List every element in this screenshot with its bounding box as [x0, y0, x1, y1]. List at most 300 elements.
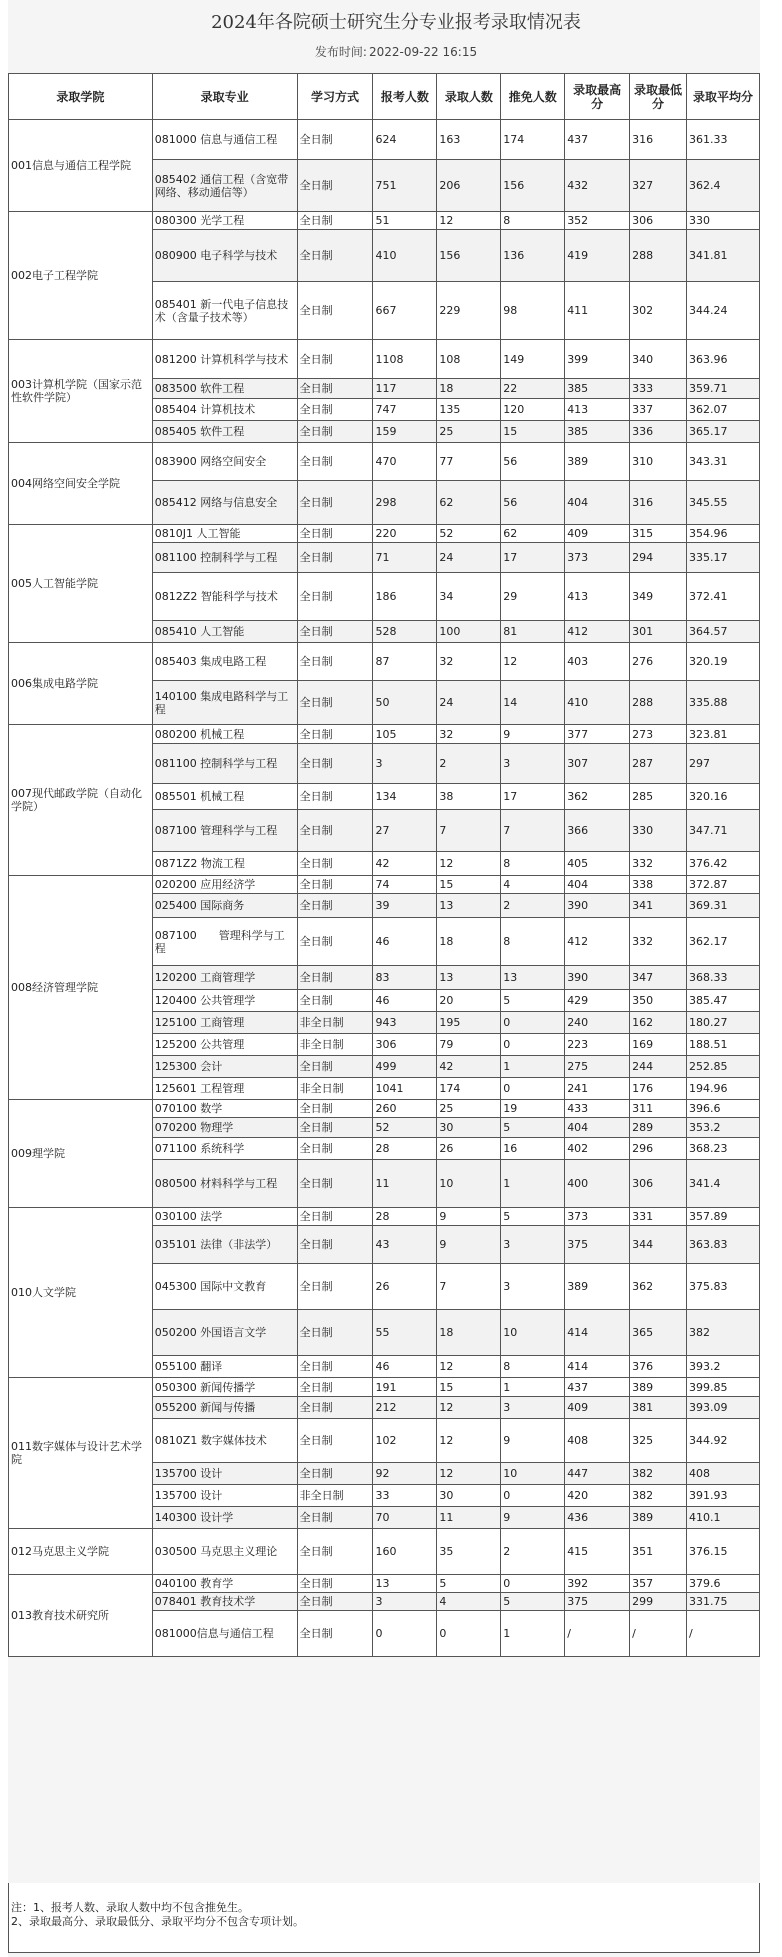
exempted-cell: 22	[501, 379, 565, 399]
avg-score-cell: 345.55	[687, 481, 760, 525]
exempted-cell: 1	[501, 1611, 565, 1657]
admitted-cell: 13	[437, 966, 501, 990]
max-score-cell: 402	[565, 1138, 630, 1160]
college-cell: 005人工智能学院	[9, 525, 153, 643]
major-cell: 135700 设计	[152, 1463, 297, 1485]
avg-score-cell: 252.85	[687, 1056, 760, 1078]
study-mode-cell: 全日制	[297, 1118, 373, 1138]
applicants-cell: 191	[373, 1378, 437, 1397]
max-score-cell: 412	[565, 621, 630, 643]
table-row	[9, 212, 760, 230]
min-score-cell: 327	[630, 160, 687, 212]
study-mode-cell: 全日制	[297, 1356, 373, 1378]
avg-score-cell: 399.85	[687, 1378, 760, 1397]
applicants-cell: 51	[373, 212, 437, 230]
study-mode-cell: 非全日制	[297, 1078, 373, 1100]
header-max-score: 录取最高分	[565, 74, 630, 120]
table-row	[9, 1378, 760, 1397]
study-mode-cell: 全日制	[297, 399, 373, 421]
admitted-cell: 42	[437, 1056, 501, 1078]
exempted-cell: 9	[501, 1419, 565, 1463]
major-cell: 087100 管理科学与工程	[152, 810, 297, 852]
major-cell: 080300 光学工程	[152, 212, 297, 230]
min-score-cell: 244	[630, 1056, 687, 1078]
study-mode-cell: 全日制	[297, 1264, 373, 1310]
exempted-cell: 0	[501, 1078, 565, 1100]
avg-score-cell: 320.16	[687, 784, 760, 810]
exempted-cell: 9	[501, 1507, 565, 1529]
min-score-cell: 162	[630, 1012, 687, 1034]
exempted-cell: 19	[501, 1100, 565, 1118]
study-mode-cell: 全日制	[297, 744, 373, 784]
exempted-cell: 0	[501, 1034, 565, 1056]
footnotes	[8, 1883, 760, 1953]
study-mode-cell: 全日制	[297, 1529, 373, 1575]
avg-score-cell: 331.75	[687, 1593, 760, 1611]
avg-score-cell: 393.2	[687, 1356, 760, 1378]
header-exempted: 推免人数	[501, 74, 565, 120]
study-mode-cell: 全日制	[297, 1611, 373, 1657]
admitted-cell: 13	[437, 894, 501, 918]
major-cell: 083900 网络空间安全	[152, 443, 297, 481]
admitted-cell: 100	[437, 621, 501, 643]
major-cell: 020200 应用经济学	[152, 876, 297, 894]
applicants-cell: 298	[373, 481, 437, 525]
admitted-cell: 25	[437, 421, 501, 443]
applicants-cell: 1108	[373, 340, 437, 379]
major-cell: 140100 集成电路科学与工程	[152, 681, 297, 725]
max-score-cell: 390	[565, 966, 630, 990]
study-mode-cell: 全日制	[297, 1378, 373, 1397]
study-mode-cell: 全日制	[297, 230, 373, 282]
applicants-cell: 410	[373, 230, 437, 282]
major-cell: 080200 机械工程	[152, 725, 297, 744]
min-score-cell: 325	[630, 1419, 687, 1463]
study-mode-cell: 全日制	[297, 1593, 373, 1611]
applicants-cell: 74	[373, 876, 437, 894]
exempted-cell: 5	[501, 990, 565, 1012]
study-mode-cell: 全日制	[297, 1226, 373, 1264]
admitted-cell: 135	[437, 399, 501, 421]
avg-score-cell: 361.33	[687, 120, 760, 160]
avg-score-cell: 354.96	[687, 525, 760, 543]
min-score-cell: 344	[630, 1226, 687, 1264]
avg-score-cell: 391.93	[687, 1485, 760, 1507]
admitted-cell: 10	[437, 1160, 501, 1208]
avg-score-cell: 330	[687, 212, 760, 230]
avg-score-cell: 364.57	[687, 621, 760, 643]
avg-score-cell: 363.96	[687, 340, 760, 379]
study-mode-cell: 全日制	[297, 1208, 373, 1226]
admitted-cell: 0	[437, 1611, 501, 1657]
exempted-cell: 8	[501, 212, 565, 230]
exempted-cell: 62	[501, 525, 565, 543]
exempted-cell: 120	[501, 399, 565, 421]
major-cell: 140300 设计学	[152, 1507, 297, 1529]
exempted-cell: 12	[501, 643, 565, 681]
study-mode-cell: 全日制	[297, 1419, 373, 1463]
min-score-cell: 340	[630, 340, 687, 379]
admitted-cell: 9	[437, 1226, 501, 1264]
applicants-cell: 117	[373, 379, 437, 399]
avg-score-cell: 365.17	[687, 421, 760, 443]
avg-score-cell: 362.4	[687, 160, 760, 212]
major-cell: 085412 网络与信息安全	[152, 481, 297, 525]
max-score-cell: 409	[565, 1397, 630, 1419]
major-cell: 087100 管理科学与工程	[152, 918, 297, 966]
max-score-cell: 413	[565, 399, 630, 421]
major-cell: 125601 工程管理	[152, 1078, 297, 1100]
college-cell: 001信息与通信工程学院	[9, 120, 153, 212]
exempted-cell: 10	[501, 1463, 565, 1485]
max-score-cell: 419	[565, 230, 630, 282]
min-score-cell: 306	[630, 1160, 687, 1208]
table-header-row	[9, 74, 760, 120]
applicants-cell: 83	[373, 966, 437, 990]
header-min-score: 录取最低分	[630, 74, 687, 120]
min-score-cell: 299	[630, 1593, 687, 1611]
min-score-cell: 302	[630, 282, 687, 340]
exempted-cell: 5	[501, 1208, 565, 1226]
admitted-cell: 77	[437, 443, 501, 481]
admitted-cell: 35	[437, 1529, 501, 1575]
admitted-cell: 15	[437, 876, 501, 894]
study-mode-cell: 全日制	[297, 918, 373, 966]
admitted-cell: 12	[437, 1463, 501, 1485]
major-cell: 083500 软件工程	[152, 379, 297, 399]
min-score-cell: 338	[630, 876, 687, 894]
min-score-cell: 362	[630, 1264, 687, 1310]
table-row	[9, 725, 760, 744]
exempted-cell: 8	[501, 1356, 565, 1378]
min-score-cell: 332	[630, 918, 687, 966]
avg-score-cell: 362.17	[687, 918, 760, 966]
min-score-cell: 301	[630, 621, 687, 643]
table-row	[9, 876, 760, 894]
max-score-cell: 352	[565, 212, 630, 230]
study-mode-cell: 非全日制	[297, 1012, 373, 1034]
exempted-cell: 15	[501, 421, 565, 443]
applicants-cell: 52	[373, 1118, 437, 1138]
max-score-cell: 223	[565, 1034, 630, 1056]
avg-score-cell: 368.33	[687, 966, 760, 990]
exempted-cell: 10	[501, 1310, 565, 1356]
min-score-cell: 311	[630, 1100, 687, 1118]
applicants-cell: 105	[373, 725, 437, 744]
admitted-cell: 62	[437, 481, 501, 525]
applicants-cell: 42	[373, 852, 437, 876]
study-mode-cell: 全日制	[297, 876, 373, 894]
min-score-cell: 350	[630, 990, 687, 1012]
study-mode-cell: 全日制	[297, 1160, 373, 1208]
study-mode-cell: 全日制	[297, 852, 373, 876]
major-cell: 030100 法学	[152, 1208, 297, 1226]
applicants-cell: 46	[373, 918, 437, 966]
applicants-cell: 134	[373, 784, 437, 810]
exempted-cell: 0	[501, 1012, 565, 1034]
exempted-cell: 7	[501, 810, 565, 852]
footnote-2: 2、录取最高分、录取最低分、录取平均分不包含专项计划。	[11, 1915, 304, 1928]
study-mode-cell: 非全日制	[297, 1485, 373, 1507]
study-mode-cell: 全日制	[297, 120, 373, 160]
min-score-cell: 332	[630, 852, 687, 876]
admitted-cell: 9	[437, 1208, 501, 1226]
study-mode-cell: 全日制	[297, 810, 373, 852]
applicants-cell: 71	[373, 543, 437, 573]
applicants-cell: 27	[373, 810, 437, 852]
header-applicants: 报考人数	[373, 74, 437, 120]
exempted-cell: 56	[501, 481, 565, 525]
min-score-cell: 316	[630, 120, 687, 160]
max-score-cell: 436	[565, 1507, 630, 1529]
exempted-cell: 2	[501, 1529, 565, 1575]
exempted-cell: 1	[501, 1056, 565, 1078]
avg-score-cell: 335.17	[687, 543, 760, 573]
study-mode-cell: 全日制	[297, 681, 373, 725]
avg-score-cell: 194.96	[687, 1078, 760, 1100]
exempted-cell: 3	[501, 1226, 565, 1264]
avg-score-cell: 343.31	[687, 443, 760, 481]
exempted-cell: 5	[501, 1118, 565, 1138]
avg-score-cell: 372.87	[687, 876, 760, 894]
min-score-cell: 288	[630, 681, 687, 725]
max-score-cell: 409	[565, 525, 630, 543]
applicants-cell: 212	[373, 1397, 437, 1419]
major-cell: 080900 电子科学与技术	[152, 230, 297, 282]
applicants-cell: 624	[373, 120, 437, 160]
avg-score-cell: 335.88	[687, 681, 760, 725]
admitted-cell: 229	[437, 282, 501, 340]
admitted-cell: 26	[437, 1138, 501, 1160]
max-score-cell: 377	[565, 725, 630, 744]
max-score-cell: 307	[565, 744, 630, 784]
exempted-cell: 9	[501, 725, 565, 744]
study-mode-cell: 全日制	[297, 1507, 373, 1529]
college-cell: 010人文学院	[9, 1208, 153, 1378]
admitted-cell: 5	[437, 1575, 501, 1593]
exempted-cell: 0	[501, 1485, 565, 1507]
admitted-cell: 12	[437, 1356, 501, 1378]
page-title: 2024年各院硕士研究生分专业报考录取情况表	[211, 12, 581, 33]
max-score-cell: 399	[565, 340, 630, 379]
study-mode-cell: 全日制	[297, 1397, 373, 1419]
page	[8, 0, 760, 1957]
study-mode-cell: 全日制	[297, 573, 373, 621]
admitted-cell: 12	[437, 1397, 501, 1419]
applicants-cell: 28	[373, 1138, 437, 1160]
min-score-cell: 294	[630, 543, 687, 573]
applicants-cell: 55	[373, 1310, 437, 1356]
max-score-cell: 240	[565, 1012, 630, 1034]
max-score-cell: 429	[565, 990, 630, 1012]
major-cell: 045300 国际中文教育	[152, 1264, 297, 1310]
study-mode-cell: 全日制	[297, 282, 373, 340]
admitted-cell: 108	[437, 340, 501, 379]
min-score-cell: 169	[630, 1034, 687, 1056]
admitted-cell: 30	[437, 1485, 501, 1507]
avg-score-cell: 396.6	[687, 1100, 760, 1118]
admitted-cell: 38	[437, 784, 501, 810]
study-mode-cell: 全日制	[297, 379, 373, 399]
avg-score-cell: 393.09	[687, 1397, 760, 1419]
major-cell: 080500 材料科学与工程	[152, 1160, 297, 1208]
major-cell: 085401 新一代电子信息技术（含量子技术等）	[152, 282, 297, 340]
min-score-cell: 389	[630, 1507, 687, 1529]
max-score-cell: 373	[565, 543, 630, 573]
min-score-cell: 365	[630, 1310, 687, 1356]
max-score-cell: 433	[565, 1100, 630, 1118]
exempted-cell: 0	[501, 1575, 565, 1593]
footnote-1: 注：1、报考人数、录取人数中均不包含推免生。	[11, 1901, 249, 1914]
exempted-cell: 149	[501, 340, 565, 379]
applicants-cell: 28	[373, 1208, 437, 1226]
avg-score-cell: 359.71	[687, 379, 760, 399]
table-row	[9, 120, 760, 160]
max-score-cell: 389	[565, 443, 630, 481]
max-score-cell: 437	[565, 120, 630, 160]
max-score-cell: 385	[565, 421, 630, 443]
applicants-cell: 528	[373, 621, 437, 643]
major-cell: 081100 控制科学与工程	[152, 543, 297, 573]
exempted-cell: 29	[501, 573, 565, 621]
exempted-cell: 136	[501, 230, 565, 282]
study-mode-cell: 全日制	[297, 421, 373, 443]
min-score-cell: 347	[630, 966, 687, 990]
min-score-cell: /	[630, 1611, 687, 1657]
avg-score-cell: 344.24	[687, 282, 760, 340]
study-mode-cell: 全日制	[297, 1463, 373, 1485]
avg-score-cell: 372.41	[687, 573, 760, 621]
avg-score-cell: 341.81	[687, 230, 760, 282]
min-score-cell: 357	[630, 1575, 687, 1593]
major-cell: 081000信息与通信工程	[152, 1611, 297, 1657]
max-score-cell: 404	[565, 876, 630, 894]
college-cell: 006集成电路学院	[9, 643, 153, 725]
admitted-cell: 206	[437, 160, 501, 212]
exempted-cell: 8	[501, 918, 565, 966]
exempted-cell: 56	[501, 443, 565, 481]
applicants-cell: 0	[373, 1611, 437, 1657]
applicants-cell: 11	[373, 1160, 437, 1208]
major-cell: 0812Z2 智能科学与技术	[152, 573, 297, 621]
admitted-cell: 7	[437, 810, 501, 852]
max-score-cell: 405	[565, 852, 630, 876]
study-mode-cell: 全日制	[297, 443, 373, 481]
applicants-cell: 667	[373, 282, 437, 340]
min-score-cell: 330	[630, 810, 687, 852]
major-cell: 025400 国际商务	[152, 894, 297, 918]
major-cell: 050200 外国语言文学	[152, 1310, 297, 1356]
major-cell: 125200 公共管理	[152, 1034, 297, 1056]
major-cell: 040100 教育学	[152, 1575, 297, 1593]
major-cell: 085501 机械工程	[152, 784, 297, 810]
min-score-cell: 306	[630, 212, 687, 230]
avg-score-cell: 376.42	[687, 852, 760, 876]
header-major: 录取专业	[152, 74, 297, 120]
applicants-cell: 160	[373, 1529, 437, 1575]
admitted-cell: 18	[437, 379, 501, 399]
applicants-cell: 92	[373, 1463, 437, 1485]
college-cell: 007现代邮政学院（自动化学院）	[9, 725, 153, 876]
admitted-cell: 156	[437, 230, 501, 282]
admitted-cell: 12	[437, 1419, 501, 1463]
admitted-cell: 163	[437, 120, 501, 160]
admitted-cell: 24	[437, 681, 501, 725]
study-mode-cell: 全日制	[297, 481, 373, 525]
min-score-cell: 376	[630, 1356, 687, 1378]
table-row	[9, 1575, 760, 1593]
min-score-cell: 273	[630, 725, 687, 744]
max-score-cell: 366	[565, 810, 630, 852]
exempted-cell: 98	[501, 282, 565, 340]
applicants-cell: 260	[373, 1100, 437, 1118]
max-score-cell: /	[565, 1611, 630, 1657]
min-score-cell: 341	[630, 894, 687, 918]
min-score-cell: 315	[630, 525, 687, 543]
major-cell: 070100 数学	[152, 1100, 297, 1118]
table-row	[9, 1100, 760, 1118]
min-score-cell: 316	[630, 481, 687, 525]
major-cell: 085402 通信工程（含宽带网络、移动通信等）	[152, 160, 297, 212]
college-cell: 012马克思主义学院	[9, 1529, 153, 1575]
applicants-cell: 33	[373, 1485, 437, 1507]
avg-score-cell: 323.81	[687, 725, 760, 744]
college-cell: 004网络空间安全学院	[9, 443, 153, 525]
avg-score-cell: 368.23	[687, 1138, 760, 1160]
exempted-cell: 2	[501, 894, 565, 918]
min-score-cell: 287	[630, 744, 687, 784]
study-mode-cell: 全日制	[297, 990, 373, 1012]
applicants-cell: 46	[373, 1356, 437, 1378]
college-cell: 013教育技术研究所	[9, 1575, 153, 1657]
avg-score-cell: 410.1	[687, 1507, 760, 1529]
major-cell: 055200 新闻与传播	[152, 1397, 297, 1419]
header-college: 录取学院	[9, 74, 153, 120]
study-mode-cell: 全日制	[297, 1575, 373, 1593]
table-row	[9, 340, 760, 379]
max-score-cell: 385	[565, 379, 630, 399]
applicants-cell: 26	[373, 1264, 437, 1310]
max-score-cell: 375	[565, 1593, 630, 1611]
college-cell: 009理学院	[9, 1100, 153, 1208]
exempted-cell: 8	[501, 852, 565, 876]
study-mode-cell: 全日制	[297, 212, 373, 230]
admission-table	[8, 73, 760, 1657]
applicants-cell: 46	[373, 990, 437, 1012]
study-mode-cell: 全日制	[297, 725, 373, 744]
max-score-cell: 392	[565, 1575, 630, 1593]
avg-score-cell: 188.51	[687, 1034, 760, 1056]
admitted-cell: 32	[437, 725, 501, 744]
study-mode-cell: 全日制	[297, 894, 373, 918]
max-score-cell: 412	[565, 918, 630, 966]
exempted-cell: 3	[501, 1264, 565, 1310]
major-cell: 0810Z1 数字媒体技术	[152, 1419, 297, 1463]
max-score-cell: 400	[565, 1160, 630, 1208]
max-score-cell: 241	[565, 1078, 630, 1100]
applicants-cell: 39	[373, 894, 437, 918]
exempted-cell: 17	[501, 784, 565, 810]
study-mode-cell: 全日制	[297, 1310, 373, 1356]
admitted-cell: 18	[437, 1310, 501, 1356]
admitted-cell: 12	[437, 212, 501, 230]
header-admitted: 录取人数	[437, 74, 501, 120]
avg-score-cell: 376.15	[687, 1529, 760, 1575]
exempted-cell: 14	[501, 681, 565, 725]
max-score-cell: 420	[565, 1485, 630, 1507]
max-score-cell: 375	[565, 1226, 630, 1264]
avg-score-cell: 344.92	[687, 1419, 760, 1463]
